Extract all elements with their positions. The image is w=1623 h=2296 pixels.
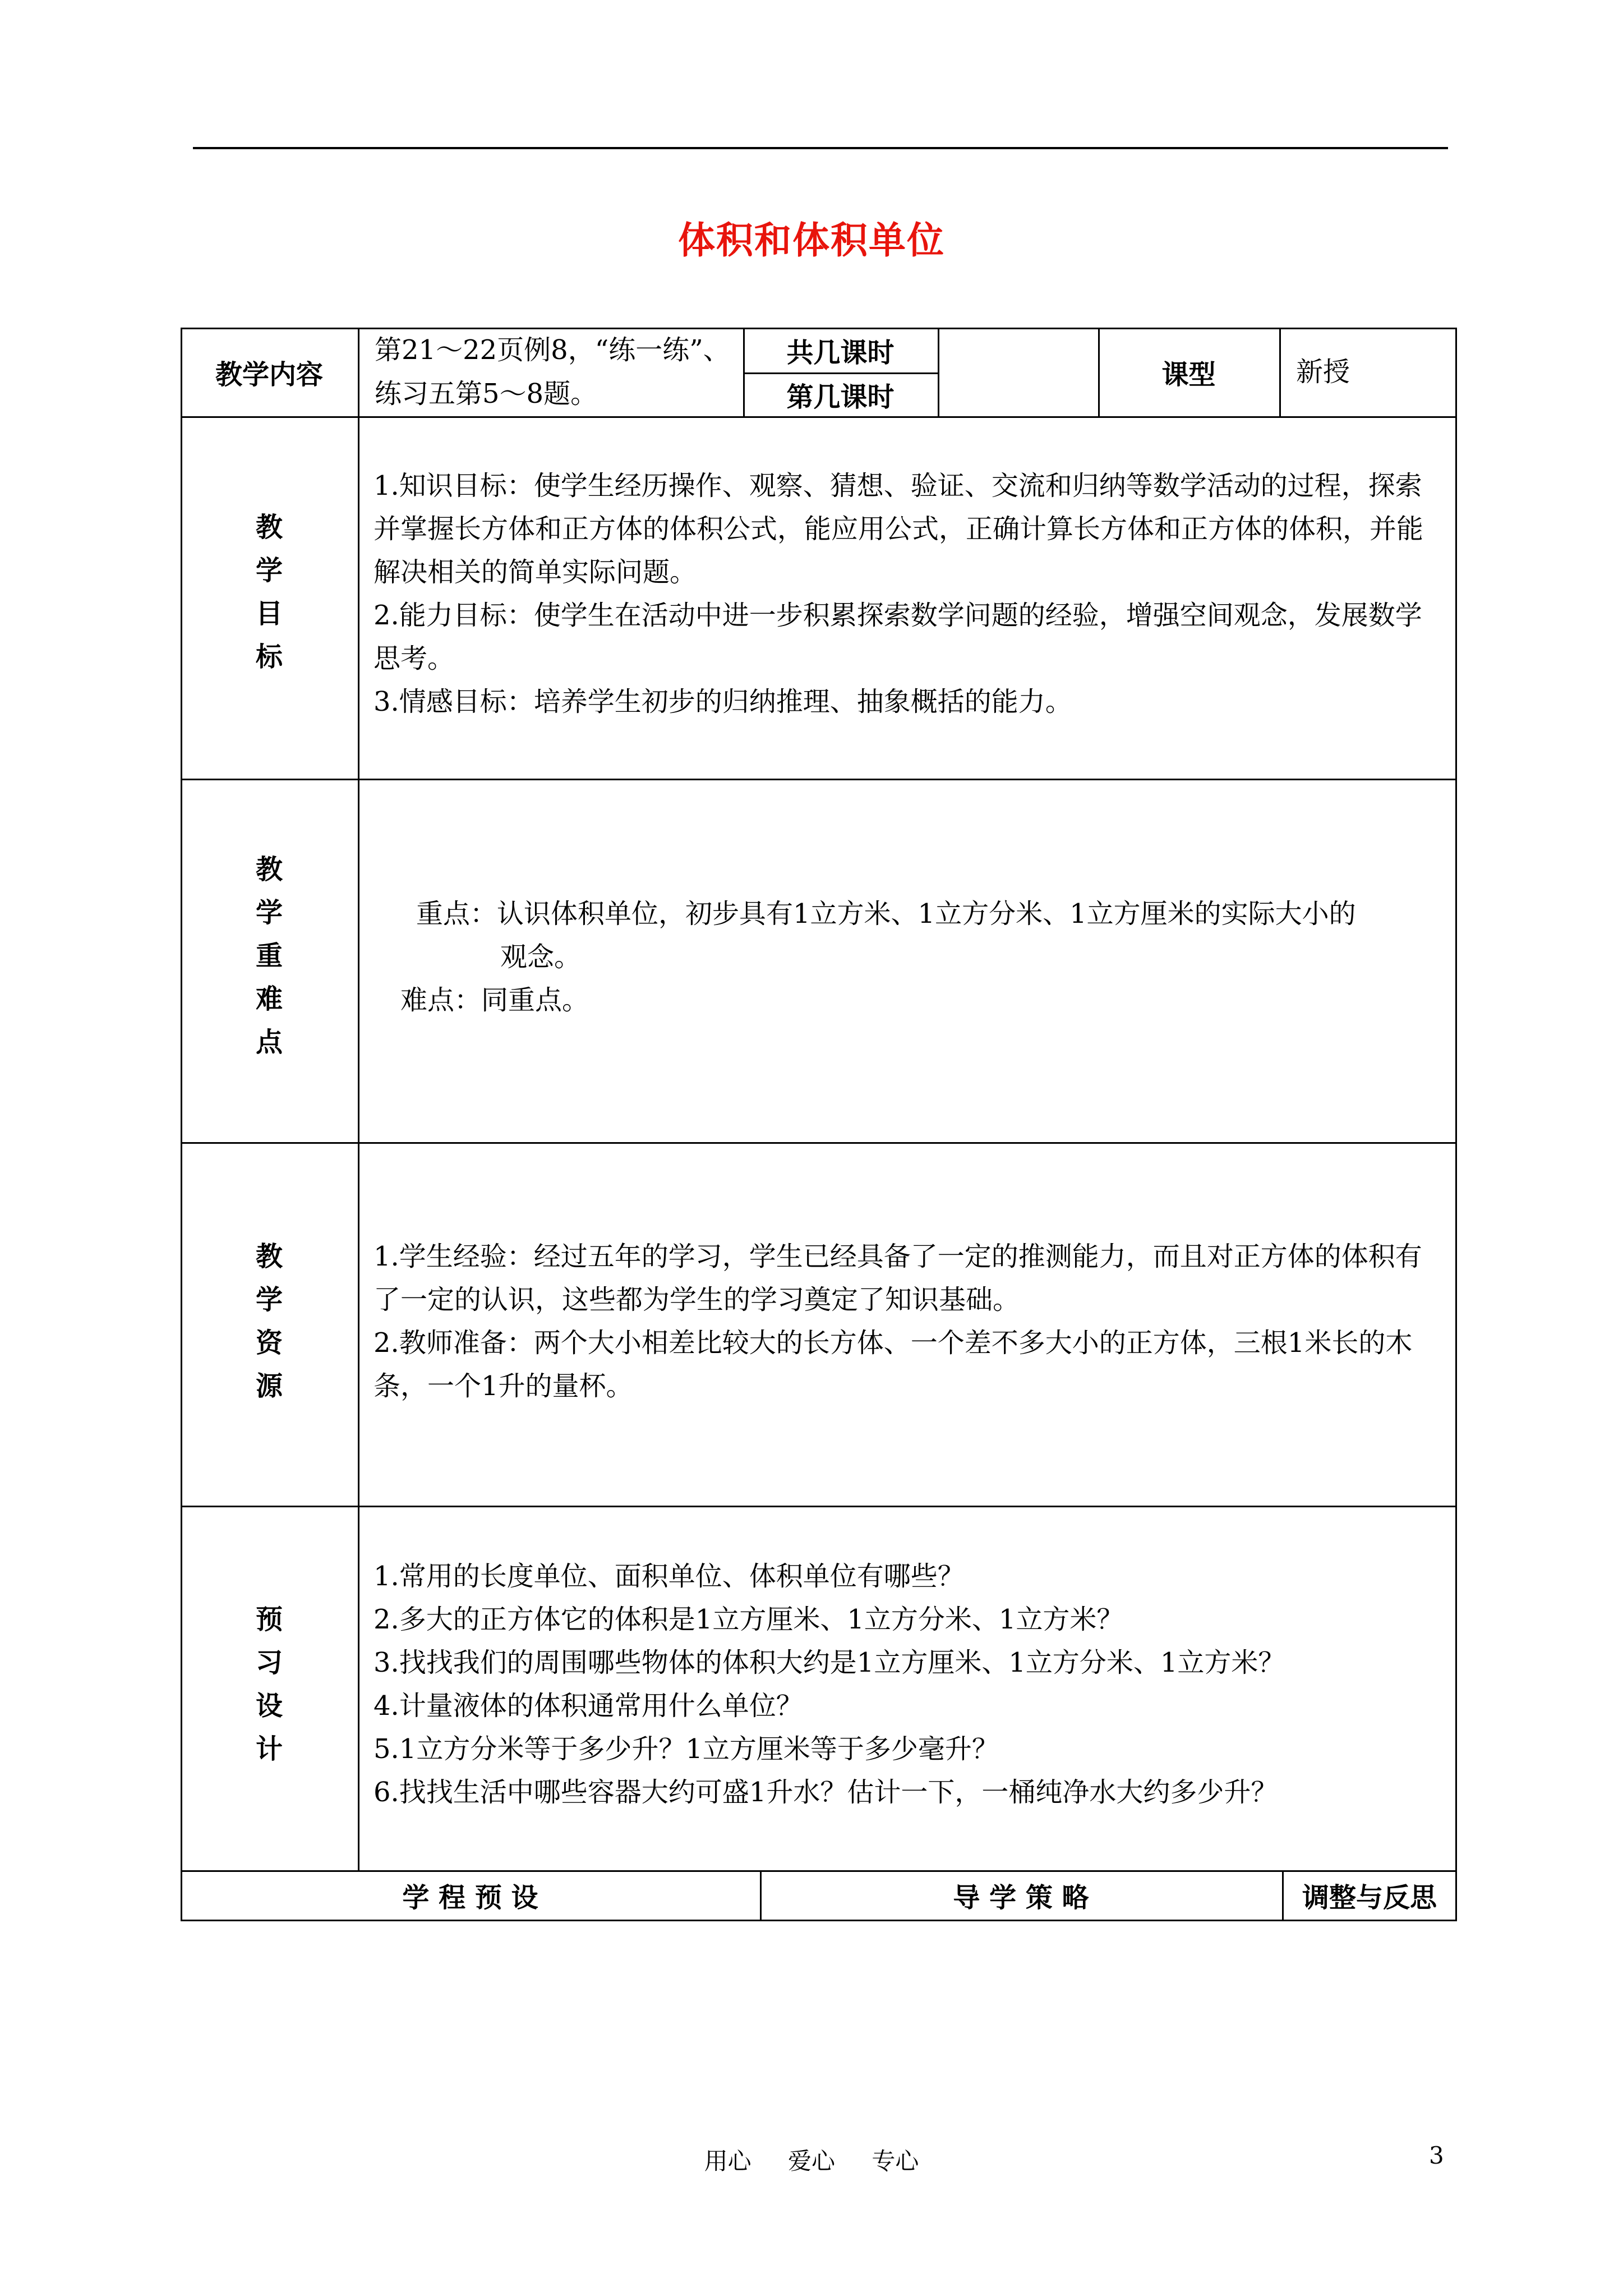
- preview-label: 预 习 设 计: [255, 1604, 283, 1765]
- footer-motto-2: 爱心: [787, 2147, 835, 2175]
- row-divider: [181, 1506, 1457, 1507]
- goal-item: 3.情感目标：培养学生初步的归纳推理、抽象概括的能力。: [374, 686, 1072, 717]
- preview-item: 6.找找生活中哪些容器大约可盛1升水？估计一下，一桶纯净水大约多少升？: [374, 1777, 1278, 1808]
- goals-label: 教 学 目 标: [255, 512, 283, 673]
- goals-list: [374, 464, 1445, 724]
- content-value-line2: 练习五第5～8题。: [375, 378, 598, 409]
- row-divider: [181, 1142, 1457, 1144]
- reflection-column-header: 调整与反思: [1302, 1881, 1437, 1913]
- lesson-type-value: 新授: [1296, 356, 1350, 388]
- resource-item: 2.教师准备：两个大小相差比较大的长方体、一个差不多大小的正方体，三根1米长的木条，一个1升的量杯。: [374, 1327, 1413, 1402]
- row-divider: [181, 779, 1457, 780]
- footer-motto-1: 用心: [704, 2147, 751, 2175]
- lesson-type-label: 课型: [1161, 358, 1216, 390]
- page-number: 3: [1429, 2142, 1444, 2169]
- footer-motto-3: 专心: [872, 2147, 919, 2175]
- table-border-left: [181, 328, 182, 1920]
- goal-item: 2.能力目标：使学生在活动中进一步积累探索数学问题的经验，增强空间观念，发展数学思考。: [374, 600, 1422, 674]
- resources-label: 教 学 资 源: [255, 1241, 283, 1402]
- preview-item: 5.1立方分米等于多少升？1立方厘米等于多少毫升？: [374, 1733, 999, 1765]
- preview-item: 3.找找我们的周围哪些物体的体积大约是1立方厘米、1立方分米、1立方米？: [374, 1647, 1285, 1678]
- current-hour-label: 第几课时: [786, 381, 895, 413]
- hours-value: [938, 328, 1098, 416]
- preview-item: 1.常用的长度单位、面积单位、体积单位有哪些？: [374, 1561, 965, 1592]
- preview-list: [374, 1555, 1445, 1814]
- process-column-header: 学 程 预 设: [402, 1881, 538, 1913]
- table-border-right: [1455, 328, 1457, 1920]
- table-border-bottom: [181, 1920, 1457, 1921]
- key-point-continued: 观念。: [500, 941, 582, 973]
- lesson-plan-table: [181, 328, 1457, 1920]
- resource-item: 1.学生经验：经过五年的学习，学生已经具备了一定的推测能力，而且对正方体的体积有了一定的认识，这些都为学生的学习奠定了知识基础。: [374, 1241, 1422, 1315]
- goal-item: 1.知识目标：使学生经历操作、观察、猜想、验证、交流和归纳等数学活动的过程，探索并掌握长方体和正方体的体积公式，能应用公式，正确计算长方体和正方体的体积，并能解决相关的简单实际问题。: [374, 470, 1424, 588]
- page-title: 体积和体积单位: [678, 218, 945, 262]
- key-points-label: 教 学 重 难 点: [255, 854, 283, 1058]
- header-divider: [1279, 328, 1281, 416]
- header-rule: [193, 147, 1448, 149]
- row-divider: [181, 416, 1457, 418]
- resources-list: [374, 1235, 1445, 1408]
- preview-item: 2.多大的正方体它的体积是1立方厘米、1立方分米、1立方米？: [374, 1604, 1124, 1635]
- key-point: 重点：认识体积单位，初步具有1立方米、1立方分米、1立方厘米的实际大小的: [416, 898, 1356, 930]
- content-value-line1: 第21～22页例8，“练一练”、: [375, 334, 730, 366]
- preview-item: 4.计量液体的体积通常用什么单位？: [374, 1690, 803, 1722]
- label-column-divider: [358, 328, 359, 1870]
- total-hours-label: 共几课时: [786, 337, 895, 369]
- difficult-point: 难点：同重点。: [400, 984, 589, 1016]
- strategy-column-header: 导 学 策 略: [953, 1881, 1089, 1913]
- content-label: 教学内容: [215, 358, 323, 390]
- footer-motto: [0, 2143, 1623, 2177]
